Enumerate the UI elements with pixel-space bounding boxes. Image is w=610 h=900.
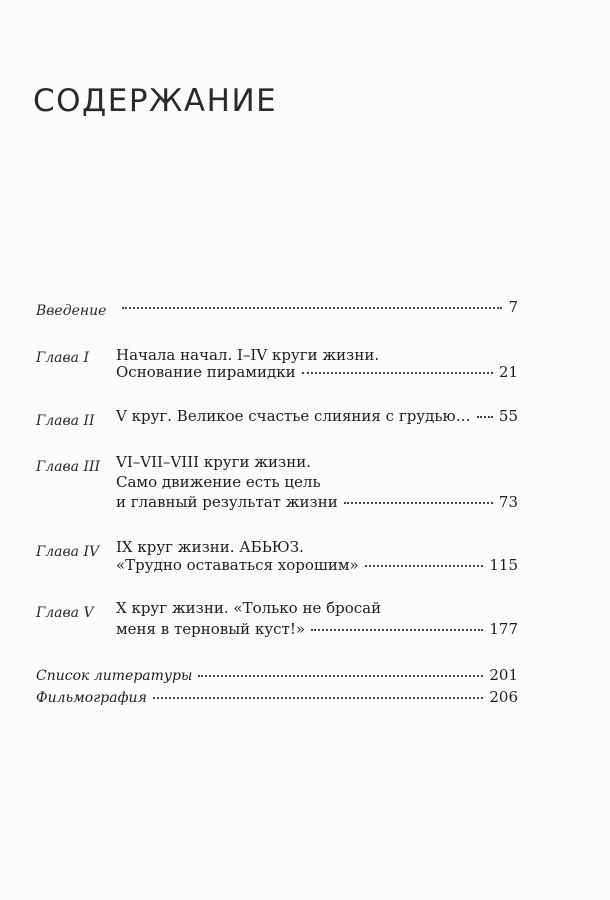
entry-label: Глава I [36, 350, 90, 366]
leader-dots [153, 696, 484, 699]
leader-dots [198, 674, 483, 677]
leader-dots [122, 306, 502, 309]
entry-text: «Трудно оставаться хорошим» [116, 556, 359, 574]
entry-label: Введение [36, 303, 107, 319]
toc-entry-ch4-line2 [116, 556, 518, 578]
toc-entry-ch3-line3 [116, 493, 518, 515]
entry-label: Фильмография [36, 690, 147, 706]
page-number: 73 [498, 493, 518, 511]
entry-label: Глава IV [36, 544, 100, 560]
entry-text: IX круг жизни. АБЬЮЗ. [116, 538, 304, 556]
entry-text: VI–VII–VIII круги жизни. [116, 453, 311, 471]
page-number: 177 [489, 620, 518, 638]
toc-entry-ch5-line1 [116, 599, 518, 621]
page-number: 201 [489, 666, 518, 684]
leader-dots [302, 371, 493, 374]
page-title: СОДЕРЖАНИЕ [33, 82, 278, 119]
entry-text: меня в терновый куст!» [116, 620, 306, 638]
leader-dots [365, 564, 484, 567]
leader-dots [311, 628, 483, 631]
entry-label: Глава III [36, 459, 101, 475]
entry-label: Список литературы [36, 668, 193, 684]
entry-text: Основание пирамидки [116, 363, 296, 381]
toc-entry-ch3-line2 [116, 473, 518, 495]
toc-entry-ch5-line2 [116, 620, 518, 642]
page-number: 206 [489, 688, 518, 706]
page-number: 55 [498, 407, 518, 425]
page-number: 21 [498, 363, 518, 381]
page-number: 115 [489, 556, 518, 574]
entry-label: Глава II [36, 413, 95, 429]
entry-text: V круг. Великое счастье слияния с грудью… [116, 407, 471, 425]
leader-dots [477, 415, 493, 418]
entry-text: Само движение есть цель [116, 473, 321, 491]
entry-label: Глава V [36, 605, 94, 621]
toc-entry-intro [116, 298, 518, 320]
entry-text: X круг жизни. «Только не бросай [116, 599, 382, 617]
entry-text: и главный результат жизни [116, 493, 338, 511]
page-number: 7 [508, 298, 518, 316]
entry-text: Начала начал. I–IV круги жизни. [116, 346, 380, 364]
toc-entry-ch1-line2 [116, 363, 518, 385]
toc-entry-references [36, 666, 518, 688]
toc-entry-filmography [36, 688, 518, 710]
toc-entry-ch2 [116, 407, 518, 429]
leader-dots [344, 501, 493, 504]
toc-entry-ch3-line1 [116, 453, 518, 475]
